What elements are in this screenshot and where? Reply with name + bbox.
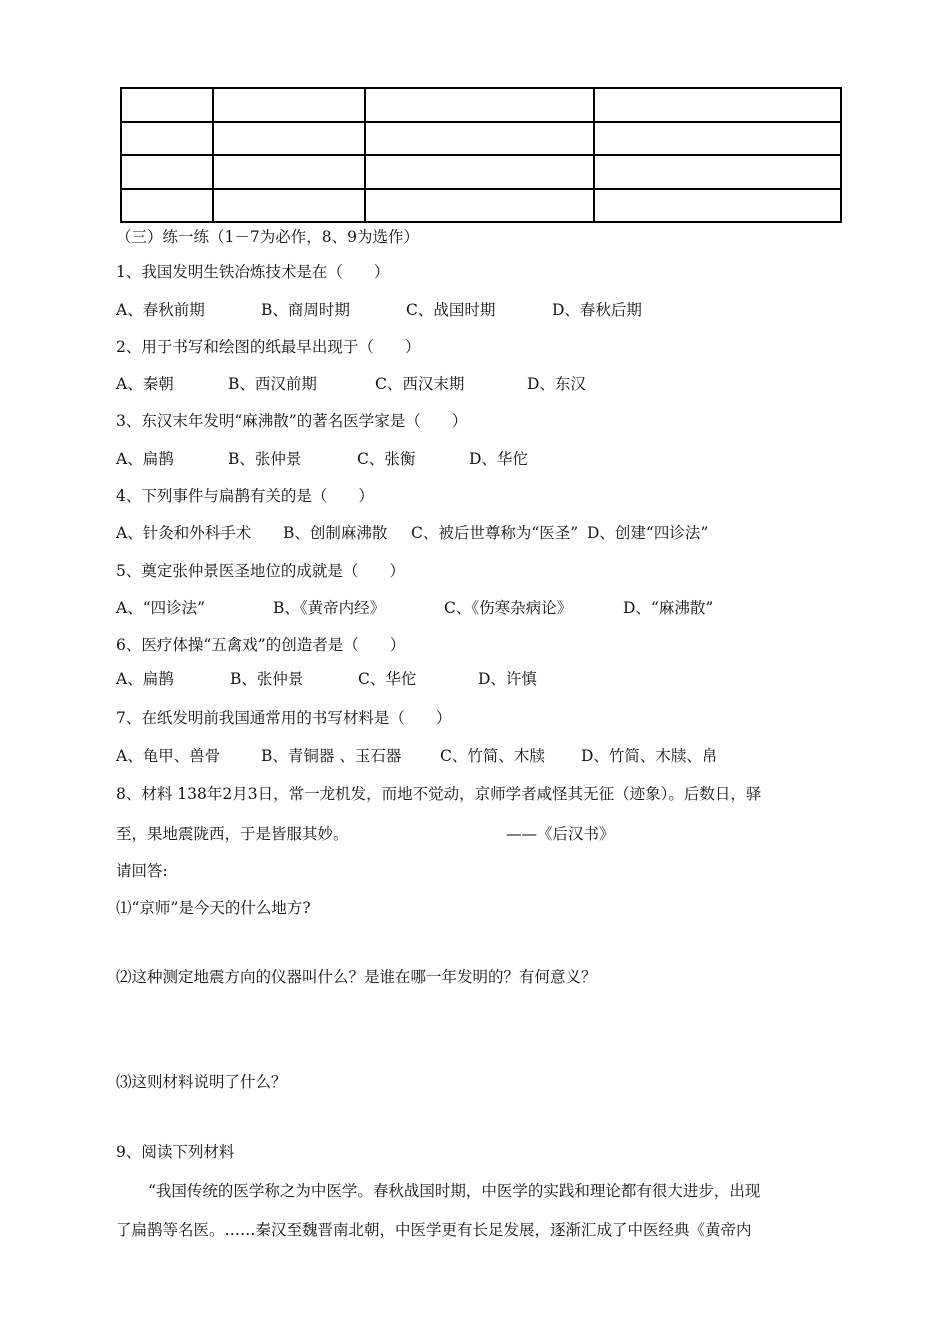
question-5-options (116, 597, 713, 619)
question-8-material-line-2: 至，果地震陇西，于是皆服其妙。 (116, 825, 349, 843)
table-row (121, 189, 841, 223)
question-1-stem: 1、我国发明生铁冶炼技术是在（ ） (116, 263, 390, 281)
question-2-options (116, 373, 586, 395)
table-cell (594, 155, 841, 189)
question-6-options (116, 668, 537, 690)
option-a: A、扁鹊 (116, 670, 174, 688)
option-d: D、创建“四诊法” (587, 524, 709, 542)
option-a: A、扁鹊 (116, 450, 174, 468)
option-d: D、“麻沸散” (623, 599, 714, 617)
option-d: D、华佗 (469, 450, 528, 468)
option-b: B、张仲景 (228, 450, 302, 468)
question-2-stem: 2、用于书写和绘图的纸最早出现于（ ） (116, 338, 421, 356)
question-8-sub-1: ⑴“京师”是今天的什么地方? (116, 899, 311, 917)
table-row (121, 122, 841, 156)
table-cell (365, 122, 594, 156)
option-c: C、被后世尊称为“医圣” (411, 524, 579, 542)
table-cell (121, 122, 213, 156)
question-8-sub-3: ⑶这则材料说明了什么？ (116, 1073, 287, 1091)
table-cell (121, 189, 213, 223)
question-4-options (116, 522, 708, 544)
option-d: D、许慎 (478, 670, 537, 688)
table-cell (121, 88, 213, 122)
option-a: A、针灸和外科手术 (116, 524, 252, 542)
table-row (121, 155, 841, 189)
option-b: B、张仲景 (230, 670, 304, 688)
question-1-options (116, 299, 642, 321)
option-b: B、商周时期 (261, 301, 350, 319)
option-a: A、“四诊法” (116, 599, 206, 617)
option-b: B、创制麻沸散 (283, 524, 388, 542)
question-5-stem: 5、奠定张仲景医圣地位的成就是（ ） (116, 562, 405, 580)
option-c: C、竹简、木牍 (440, 747, 545, 765)
option-a: A、龟甲、兽骨 (116, 747, 221, 765)
table-cell (594, 189, 841, 223)
table-cell (121, 155, 213, 189)
option-b: B、青铜器 、玉石器 (261, 747, 402, 765)
table-cell (213, 189, 365, 223)
option-d: D、竹简、木牍、帛 (581, 747, 718, 765)
table-cell (213, 155, 365, 189)
question-3-stem: 3、东汉末年发明“麻沸散”的著名医学家是（ ） (116, 412, 468, 430)
option-d: D、春秋后期 (552, 301, 642, 319)
option-c: C、西汉末期 (375, 375, 465, 393)
question-8-source: ——《后汉书》 (506, 825, 615, 843)
table-cell (594, 88, 841, 122)
question-7-stem: 7、在纸发明前我国通常用的书写材料是（ ） (116, 709, 452, 727)
table-cell (213, 122, 365, 156)
question-3-options (116, 448, 528, 470)
question-9-title: 9、阅读下列材料 (116, 1143, 235, 1161)
table-cell (365, 88, 594, 122)
question-9-paragraph-line-1: “我国传统的医学称之为中医学。春秋战国时期，中医学的实践和理论都有很大进步，出现 (148, 1182, 761, 1200)
table-row (121, 88, 841, 122)
question-8-material-line-1: 8、材料 138年2月3日，常一龙机发，而地不觉动，京师学者咸怪其无征（迹象）。后数日，驿 (116, 785, 762, 803)
option-b: B、西汉前期 (228, 375, 317, 393)
question-9-paragraph-line-2: 了扁鹊等名医。……秦汉至魏晋南北朝，中医学更有长足发展，逐渐汇成了中医经典《黄帝内 (116, 1221, 752, 1239)
option-c: C、张衡 (357, 450, 416, 468)
table-cell (365, 189, 594, 223)
option-a: A、秦朝 (116, 375, 174, 393)
option-b: B、《黄帝内经》 (273, 599, 386, 617)
question-4-stem: 4、下列事件与扁鹊有关的是（ ） (116, 487, 374, 505)
empty-table (120, 87, 842, 223)
option-d: D、东汉 (527, 375, 586, 393)
question-8-sub-2: ⑵这种测定地震方向的仪器叫什么？是谁在哪一年发明的？有何意义？ (116, 968, 597, 986)
option-c: C、华佗 (358, 670, 417, 688)
table-cell (594, 122, 841, 156)
section-title: （三）练一练（1－7为必作，8、9为选作） (116, 228, 419, 246)
option-a: A、春秋前期 (116, 301, 205, 319)
question-7-options (116, 745, 717, 767)
option-c: C、战国时期 (406, 301, 496, 319)
question-6-stem: 6、医疗体操“五禽戏”的创造者是（ ） (116, 636, 406, 654)
option-c: C、《伤寒杂病论》 (444, 599, 573, 617)
table-cell (365, 155, 594, 189)
table-cell (213, 88, 365, 122)
question-8-prompt: 请回答: (116, 862, 168, 880)
